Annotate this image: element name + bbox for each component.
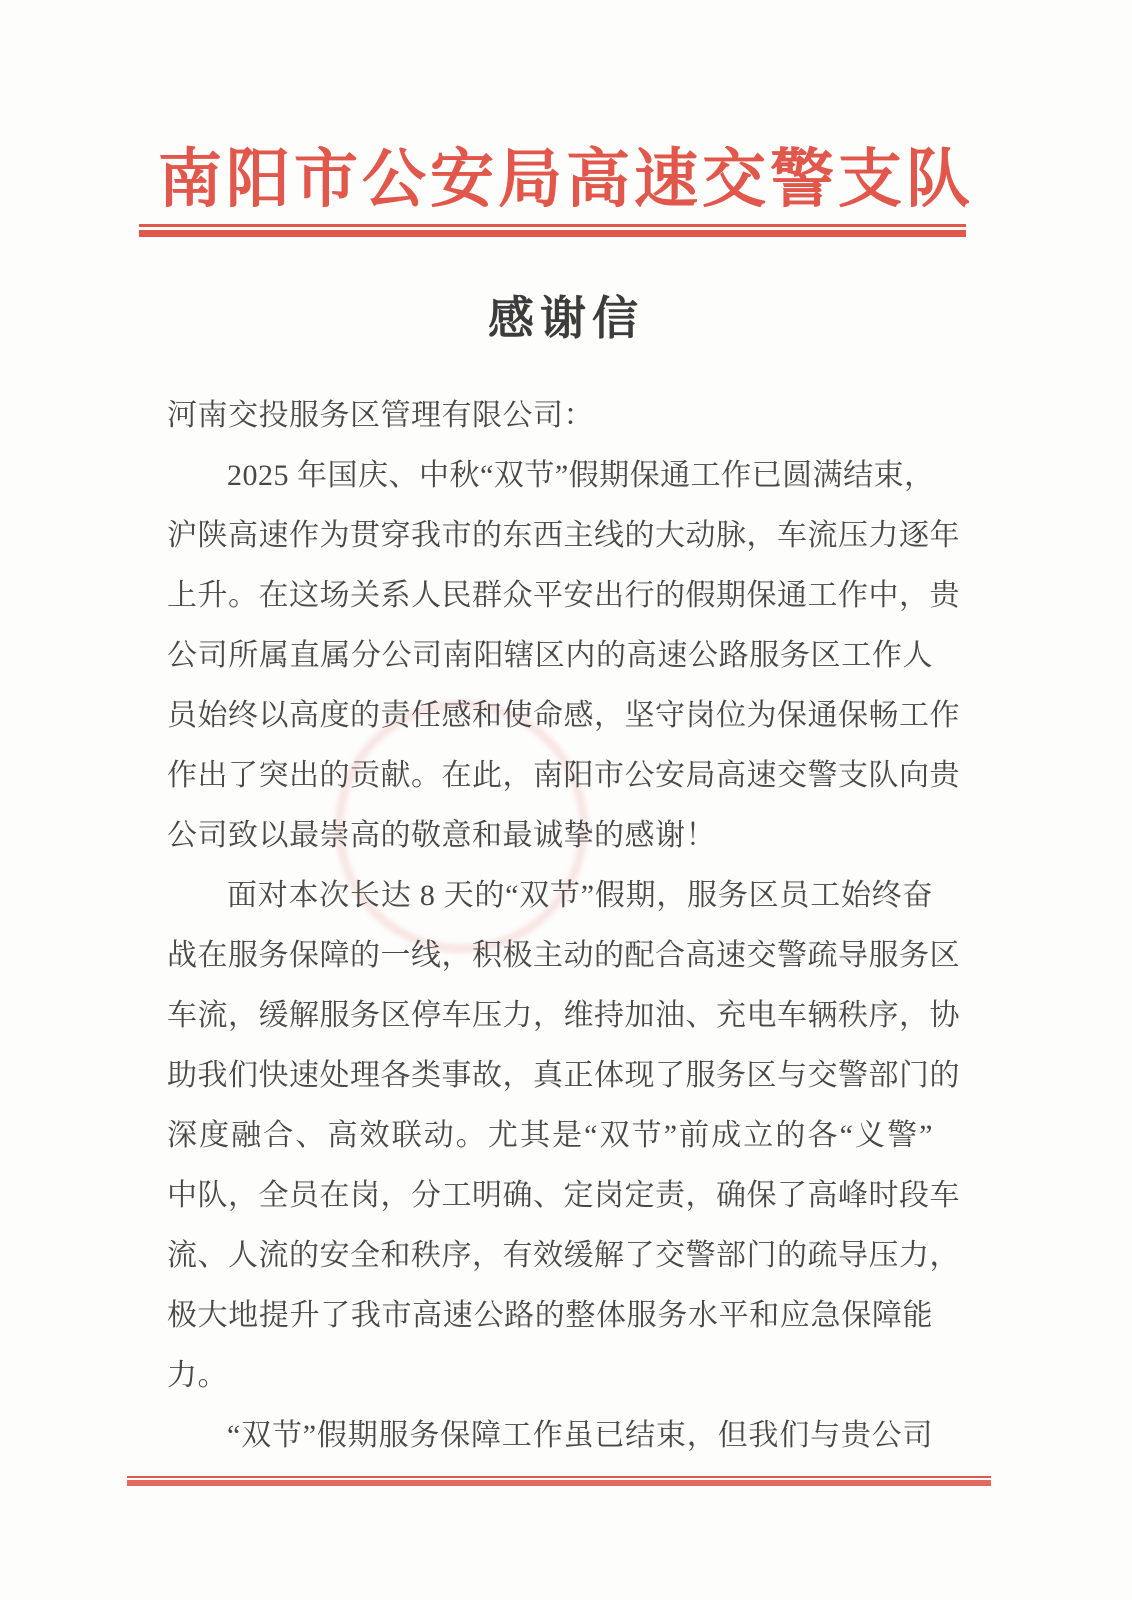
body-line: 车流，缓解服务区停车压力，维持加油、充电车辆秩序，协 — [167, 999, 960, 1032]
body-line: 中队，全员在岗，分工明确、定岗定责，确保了高峰时段车 — [167, 1179, 960, 1212]
body-line: 面对本次长达 8 天的“双节”假期，服务区员工始终奋 — [227, 879, 933, 912]
body-line: 2025 年国庆、中秋“双节”假期保通工作已圆满结束， — [227, 459, 935, 492]
footer-divider-thick-line — [127, 1480, 991, 1486]
letterhead-divider-thick-line — [139, 230, 966, 237]
body-line: 员始终以高度的责任感和使命感，坚守岗位为保通保畅工作 — [167, 699, 960, 732]
body-line: 战在服务保障的一线，积极主动的配合高速交警疏导服务区 — [167, 939, 960, 972]
letterhead-divider — [139, 224, 966, 237]
body-line: 上升。在这场关系人民群众平安出行的假期保通工作中，贵 — [167, 579, 960, 612]
body-line: 极大地提升了我市高速公路的整体服务水平和应急保障能 — [167, 1299, 933, 1332]
body-line: 沪陕高速作为贯穿我市的东西主线的大动脉，车流压力逐年 — [167, 519, 960, 552]
body-line: 公司所属直属分公司南阳辖区内的高速公路服务区工作人 — [167, 639, 933, 672]
body-line: 流、人流的安全和秩序，有效缓解了交警部门的疏导压力， — [167, 1239, 960, 1272]
letter-body — [167, 386, 960, 1466]
salutation-line: 河南交投服务区管理有限公司： — [167, 399, 594, 432]
body-line: 深度融合、高效联动。尤其是“双节”前成立的各“义警” — [167, 1119, 933, 1152]
document-title: 感谢信 — [488, 293, 644, 344]
body-line: 力。 — [167, 1359, 228, 1392]
body-line: 助我们快速处理各类事故，真正体现了服务区与交警部门的 — [167, 1059, 960, 1092]
letterhead-title: 南阳市公安局高速交警支队 — [158, 144, 974, 215]
body-line: 公司致以最崇高的敬意和最诚挚的感谢！ — [167, 819, 716, 852]
body-line: 作出了突出的贡献。在此，南阳市公安局高速交警支队向贵 — [167, 759, 960, 792]
footer-divider — [127, 1476, 991, 1486]
body-line: “双节”假期服务保障工作虽已结束，但我们与贵公司 — [227, 1419, 933, 1452]
